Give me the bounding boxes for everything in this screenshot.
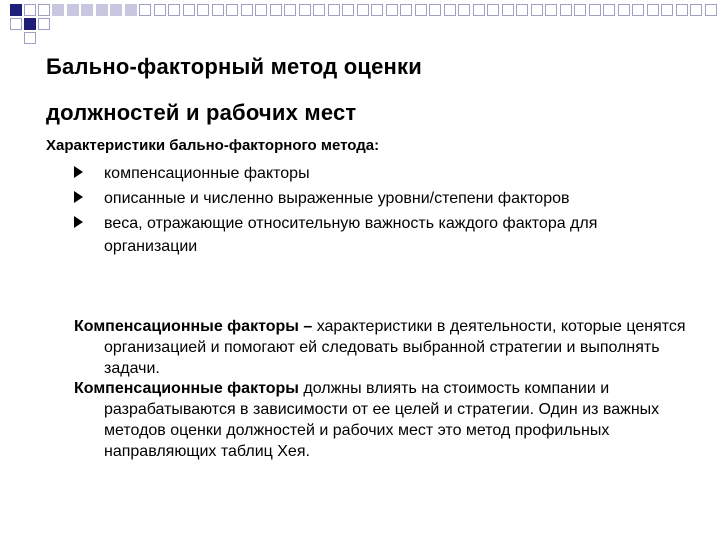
decorative-square [139, 4, 151, 16]
decorative-square [647, 4, 659, 16]
definition-paragraph [74, 316, 716, 379]
decorative-square [255, 4, 267, 16]
decorative-square [458, 4, 470, 16]
decorative-square [24, 18, 36, 30]
decorative-square [328, 4, 340, 16]
bullet-text: компенсационные факторы [104, 165, 310, 182]
paragraph-bold-lead: Компенсационные факторы [74, 380, 299, 397]
bullet-text: веса, отражающие относительную важность каждого фактора для организации [104, 215, 598, 255]
decorative-square [502, 4, 514, 16]
decorative-square [444, 4, 456, 16]
decorative-square [81, 4, 93, 16]
decorative-square [241, 4, 253, 16]
decorative-square [516, 4, 528, 16]
decorative-square [386, 4, 398, 16]
decorative-square [618, 4, 630, 16]
decorative-square [270, 4, 282, 16]
decorative-square [96, 4, 108, 16]
triangle-bullet-icon [74, 191, 83, 203]
decorative-square [531, 4, 543, 16]
triangle-bullet-icon [74, 166, 83, 178]
paragraph-text: должны влиять на стоимость компании и разрабатываются в зависимости от ее целей и стратегии. Один из важных методов оценки должностей и рабочих мест это метод профильных направляющих таблиц Хея. [104, 380, 660, 460]
decorative-square [110, 4, 122, 16]
list-item [74, 187, 634, 210]
decorative-square [212, 4, 224, 16]
decorative-square [125, 4, 137, 16]
decorative-square [226, 4, 238, 16]
decorative-square [342, 4, 354, 16]
decorative-square [661, 4, 673, 16]
bullet-list [74, 162, 634, 260]
decorative-square [603, 4, 615, 16]
decorative-square [589, 4, 601, 16]
decorative-square [10, 18, 22, 30]
decorative-square [183, 4, 195, 16]
decorative-square [473, 4, 485, 16]
decorative-square [487, 4, 499, 16]
decorative-square [415, 4, 427, 16]
decorative-square [676, 4, 688, 16]
decorative-square [560, 4, 572, 16]
decorative-square [705, 4, 717, 16]
decorative-square [38, 18, 50, 30]
decorative-square [197, 4, 209, 16]
decorative-square [67, 4, 79, 16]
explanation-paragraph [74, 378, 716, 462]
decorative-square [52, 4, 64, 16]
decorative-square [168, 4, 180, 16]
decorative-square [574, 4, 586, 16]
paragraph-bold-lead: Компенсационные факторы – [74, 318, 313, 335]
title-line-2: должностей и рабочих мест [46, 100, 357, 125]
title-line-1: Бально-факторный метод оценки [46, 54, 422, 79]
triangle-bullet-icon [74, 216, 83, 228]
list-item [74, 162, 634, 185]
subheading: Характеристики бально-факторного метода: [46, 137, 380, 154]
paragraph-text: характеристики в деятельности, которые ценятся организацией и помогают ей следовать выбранной стратегии и выполнять задачи. [104, 318, 686, 377]
decorative-square [299, 4, 311, 16]
decorative-square [632, 4, 644, 16]
decorative-square [10, 4, 22, 16]
decorative-square [429, 4, 441, 16]
decorative-square [313, 4, 325, 16]
decorative-square [400, 4, 412, 16]
decorative-square-bar [0, 0, 720, 44]
bullet-text: описанные и численно выраженные уровни/степени факторов [104, 190, 570, 207]
slide-title [46, 44, 686, 136]
decorative-square [690, 4, 702, 16]
decorative-square [545, 4, 557, 16]
decorative-square [357, 4, 369, 16]
decorative-square [371, 4, 383, 16]
decorative-square [24, 32, 36, 44]
decorative-square [284, 4, 296, 16]
decorative-square [38, 4, 50, 16]
list-item [74, 212, 634, 258]
decorative-square [24, 4, 36, 16]
decorative-square [154, 4, 166, 16]
